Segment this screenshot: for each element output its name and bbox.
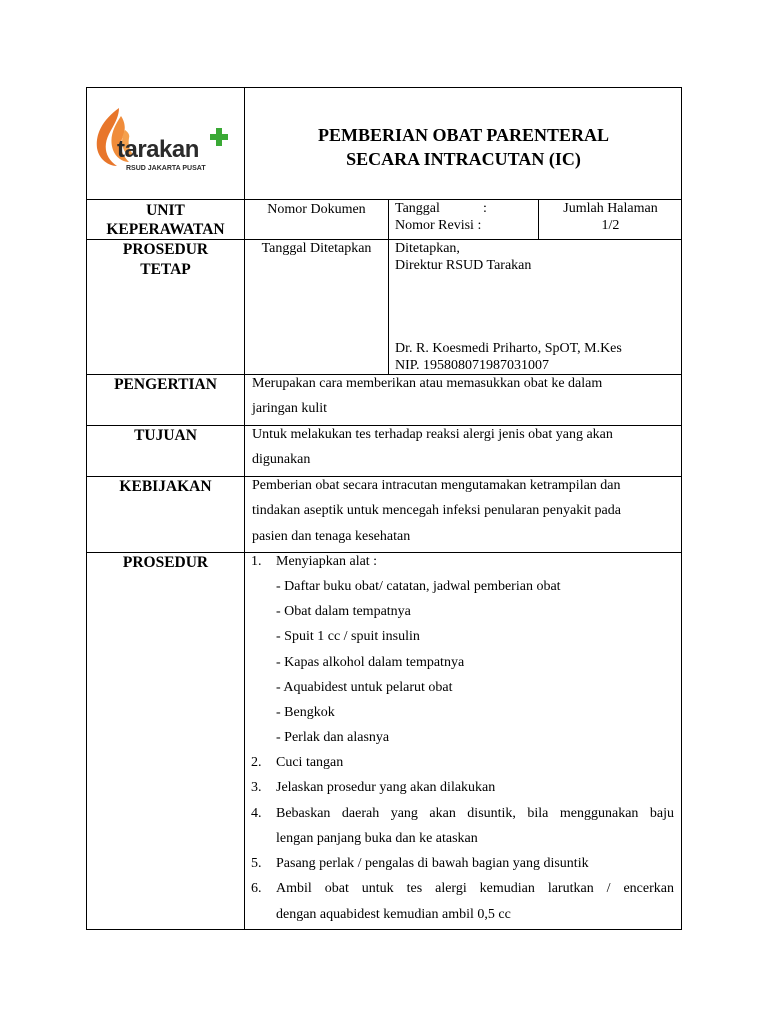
- tool-list-item: - Daftar buku obat/ catatan, jadwal pemberian obat: [276, 579, 561, 594]
- tanggal-label: Tanggal: [395, 201, 440, 216]
- document-title-line2: SECARA INTRACUTAN (IC): [346, 149, 581, 169]
- pengertian-text-line2: jaringan kulit: [252, 401, 328, 416]
- sop-document: [86, 87, 682, 930]
- step-text-justified: Ambil obat untuk tes alergi kemudian larutkan / encerkan: [276, 881, 674, 896]
- protap-label-line1: PROSEDUR: [122, 241, 209, 258]
- tool-list-item: - Aquabidest untuk pelarut obat: [276, 680, 453, 695]
- jumlah-halaman-label: Jumlah Halaman: [563, 201, 658, 216]
- kebijakan-text-line1: Pemberian obat secara intracutan mengutamakan ketrampilan dan: [252, 478, 621, 493]
- row-divider: [87, 239, 682, 240]
- tarakan-logo: [93, 106, 238, 178]
- row-divider: [87, 552, 682, 553]
- tujuan-text-line1: Untuk melakukan tes terhadap reaksi alergi jenis obat yang akan: [252, 427, 613, 442]
- tool-list-item: - Bengkok: [276, 705, 335, 720]
- step-number: 2.: [251, 755, 262, 770]
- step-text: dengan aquabidest kemudian ambil 0,5 cc: [276, 907, 511, 922]
- logo-subtitle: RSUD JAKARTA PUSAT: [126, 165, 206, 172]
- pengertian-text-line1: Merupakan cara memberikan atau memasukkan obat ke dalam: [252, 376, 603, 391]
- kebijakan-text-line2: tindakan aseptik untuk mencegah infeksi penularan penyakit pada: [252, 503, 621, 518]
- step-text: Pasang perlak / pengalas di bawah bagian yang disuntik: [276, 856, 589, 871]
- step-text-justified: Bebaskan daerah yang akan disuntik, bila menggunakan baju: [276, 806, 674, 821]
- nomor-dokumen-label: Nomor Dokumen: [267, 202, 366, 217]
- step-number: 1.: [251, 554, 262, 569]
- kebijakan-text-line3: pasien dan tenaga kesehatan: [252, 529, 411, 544]
- prosedur-label: PROSEDUR: [122, 554, 209, 571]
- direktur-text: Direktur RSUD Tarakan: [395, 258, 532, 273]
- signatory-name: Dr. R. Koesmedi Priharto, SpOT, M.Kes: [395, 341, 622, 356]
- step-number: 4.: [251, 806, 262, 821]
- step-number: 6.: [251, 881, 262, 896]
- tool-list-item: - Perlak dan alasnya: [276, 730, 390, 745]
- step-text: lengan panjang buka dan ke ataskan: [276, 831, 478, 846]
- tanggal-ditetapkan-label: Tanggal Ditetapkan: [261, 241, 372, 256]
- row-divider: [87, 199, 682, 200]
- step-text: Jelaskan prosedur yang akan dilakukan: [276, 780, 496, 795]
- tool-list-item: - Kapas alkohol dalam tempatnya: [276, 655, 465, 670]
- kebijakan-label: KEBIJAKAN: [119, 478, 212, 495]
- logo-brand: tarakan: [117, 136, 199, 163]
- meta-divider-1: [388, 200, 389, 374]
- nomor-revisi-label: Nomor Revisi :: [395, 218, 482, 233]
- tool-list-item: - Obat dalam tempatnya: [276, 604, 411, 619]
- step-text: Menyiapkan alat :: [276, 554, 378, 569]
- ditetapkan-text: Ditetapkan,: [395, 241, 460, 256]
- step-text: Cuci tangan: [276, 755, 344, 770]
- tanggal-colon: :: [483, 201, 487, 216]
- plus-icon: [210, 128, 228, 146]
- tool-list-item: - Spuit 1 cc / spuit insulin: [276, 629, 420, 644]
- unit-label-line1: UNIT: [146, 202, 185, 219]
- step-number: 5.: [251, 856, 262, 871]
- step-number: 3.: [251, 780, 262, 795]
- tujuan-label: TUJUAN: [134, 427, 197, 444]
- halaman-value: 1/2: [601, 218, 620, 233]
- unit-label-line2: KEPERAWATAN: [106, 221, 225, 238]
- protap-label-line2: TETAP: [140, 261, 191, 278]
- document-title-line1: PEMBERIAN OBAT PARENTERAL: [317, 125, 610, 145]
- pengertian-label: PENGERTIAN: [114, 376, 217, 393]
- signatory-nip: NIP. 195808071987031007: [395, 358, 550, 373]
- tujuan-text-line2: digunakan: [252, 452, 311, 467]
